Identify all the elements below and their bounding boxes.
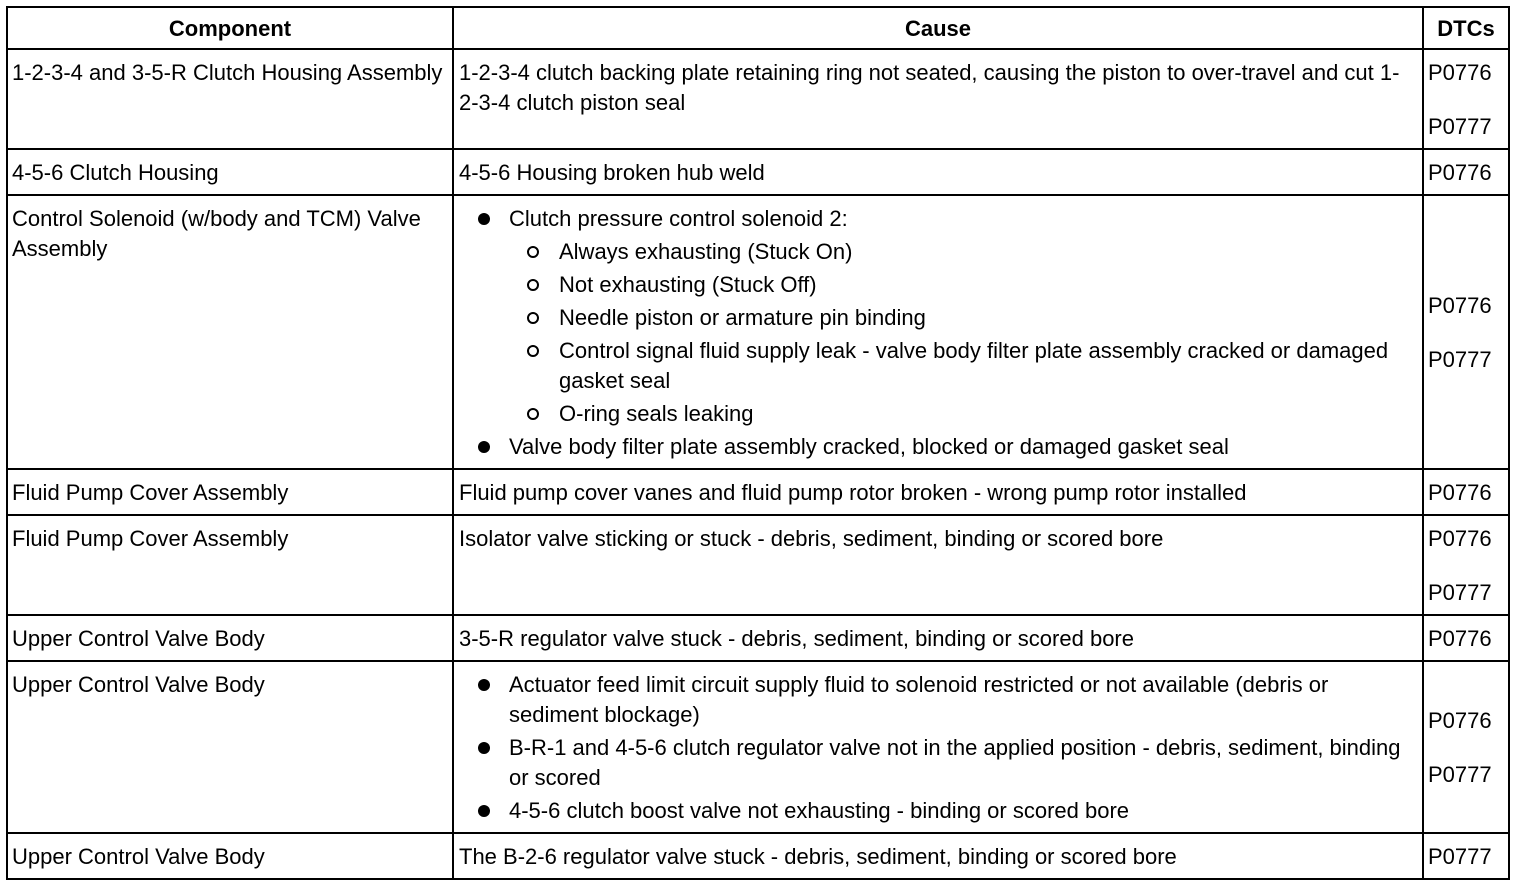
cause-cell: Fluid pump cover vanes and fluid pump rotor broken - wrong pump rotor installed xyxy=(453,469,1423,515)
table-row xyxy=(7,615,1509,661)
diagnostic-table-container xyxy=(6,6,1510,880)
dtc-code: P0776 xyxy=(1428,480,1492,505)
dtc-code: P0776 xyxy=(1428,708,1492,733)
dtc-cell xyxy=(1423,195,1509,469)
component-cell: Upper Control Valve Body xyxy=(7,615,453,661)
cause-cell: 4-5-6 Housing broken hub weld xyxy=(453,149,1423,195)
cause-bullet-list xyxy=(459,670,1418,826)
table-row xyxy=(7,833,1509,879)
dtcs-header: DTCs xyxy=(1423,7,1509,49)
dtc-code: P0777 xyxy=(1428,762,1492,787)
dtc-cell xyxy=(1423,615,1509,661)
table-header-row xyxy=(7,7,1509,49)
cause-cell xyxy=(453,661,1423,833)
dtc-code: P0776 xyxy=(1428,60,1492,85)
component-cell: Upper Control Valve Body xyxy=(7,833,453,879)
cause-bullet: Valve body filter plate assembly cracked, blocked or damaged gasket seal xyxy=(459,432,1418,462)
cause-cell: Isolator valve sticking or stuck - debris, sediment, binding or scored bore xyxy=(453,515,1423,615)
cause-cell xyxy=(453,195,1423,469)
cause-bullet-text: Clutch pressure control solenoid 2: xyxy=(509,206,848,231)
dtc-code: P0777 xyxy=(1428,580,1492,605)
cause-sub-bullet: Control signal fluid supply leak - valve body filter plate assembly cracked or damaged gasket seal xyxy=(509,336,1418,396)
dtc-cell xyxy=(1423,515,1509,615)
component-cell: Fluid Pump Cover Assembly xyxy=(7,469,453,515)
dtc-code: P0777 xyxy=(1428,844,1492,869)
table-row xyxy=(7,469,1509,515)
table-row xyxy=(7,49,1509,149)
table-row xyxy=(7,515,1509,615)
component-cell: Upper Control Valve Body xyxy=(7,661,453,833)
dtc-code: P0776 xyxy=(1428,293,1492,318)
cause-cell: 1-2-3-4 clutch backing plate retaining ring not seated, causing the piston to over-travel and cut 1-2-3-4 clutch piston seal xyxy=(453,49,1423,149)
diagnostic-table xyxy=(6,6,1510,880)
cause-sub-bullet: Always exhausting (Stuck On) xyxy=(509,237,1418,267)
cause-bullet xyxy=(459,204,1418,429)
table-row xyxy=(7,149,1509,195)
component-cell: Control Solenoid (w/body and TCM) Valve Assembly xyxy=(7,195,453,469)
cause-sub-list xyxy=(509,237,1418,429)
cause-sub-bullet: Needle piston or armature pin binding xyxy=(509,303,1418,333)
component-cell: 4-5-6 Clutch Housing xyxy=(7,149,453,195)
component-cell: 1-2-3-4 and 3-5-R Clutch Housing Assembly xyxy=(7,49,453,149)
dtc-cell xyxy=(1423,149,1509,195)
dtc-code: P0776 xyxy=(1428,526,1492,551)
table-row xyxy=(7,195,1509,469)
cause-bullet: B-R-1 and 4-5-6 clutch regulator valve not in the applied position - debris, sediment, binding or scored xyxy=(459,733,1418,793)
dtc-code: P0776 xyxy=(1428,626,1492,651)
cause-sub-bullet: Not exhausting (Stuck Off) xyxy=(509,270,1418,300)
dtc-cell xyxy=(1423,49,1509,149)
cause-cell: 3-5-R regulator valve stuck - debris, sediment, binding or scored bore xyxy=(453,615,1423,661)
cause-bullet-list xyxy=(459,204,1418,462)
dtc-code: P0777 xyxy=(1428,347,1492,372)
dtc-cell xyxy=(1423,661,1509,833)
cause-bullet: Actuator feed limit circuit supply fluid to solenoid restricted or not available (debris or sediment blockage) xyxy=(459,670,1418,730)
component-header: Component xyxy=(7,7,453,49)
cause-header: Cause xyxy=(453,7,1423,49)
dtc-code: P0777 xyxy=(1428,114,1492,139)
component-cell: Fluid Pump Cover Assembly xyxy=(7,515,453,615)
dtc-cell xyxy=(1423,469,1509,515)
table-row xyxy=(7,661,1509,833)
dtc-code: P0776 xyxy=(1428,160,1492,185)
cause-cell: The B-2-6 regulator valve stuck - debris, sediment, binding or scored bore xyxy=(453,833,1423,879)
cause-bullet: 4-5-6 clutch boost valve not exhausting - binding or scored bore xyxy=(459,796,1418,826)
dtc-cell xyxy=(1423,833,1509,879)
cause-sub-bullet: O-ring seals leaking xyxy=(509,399,1418,429)
